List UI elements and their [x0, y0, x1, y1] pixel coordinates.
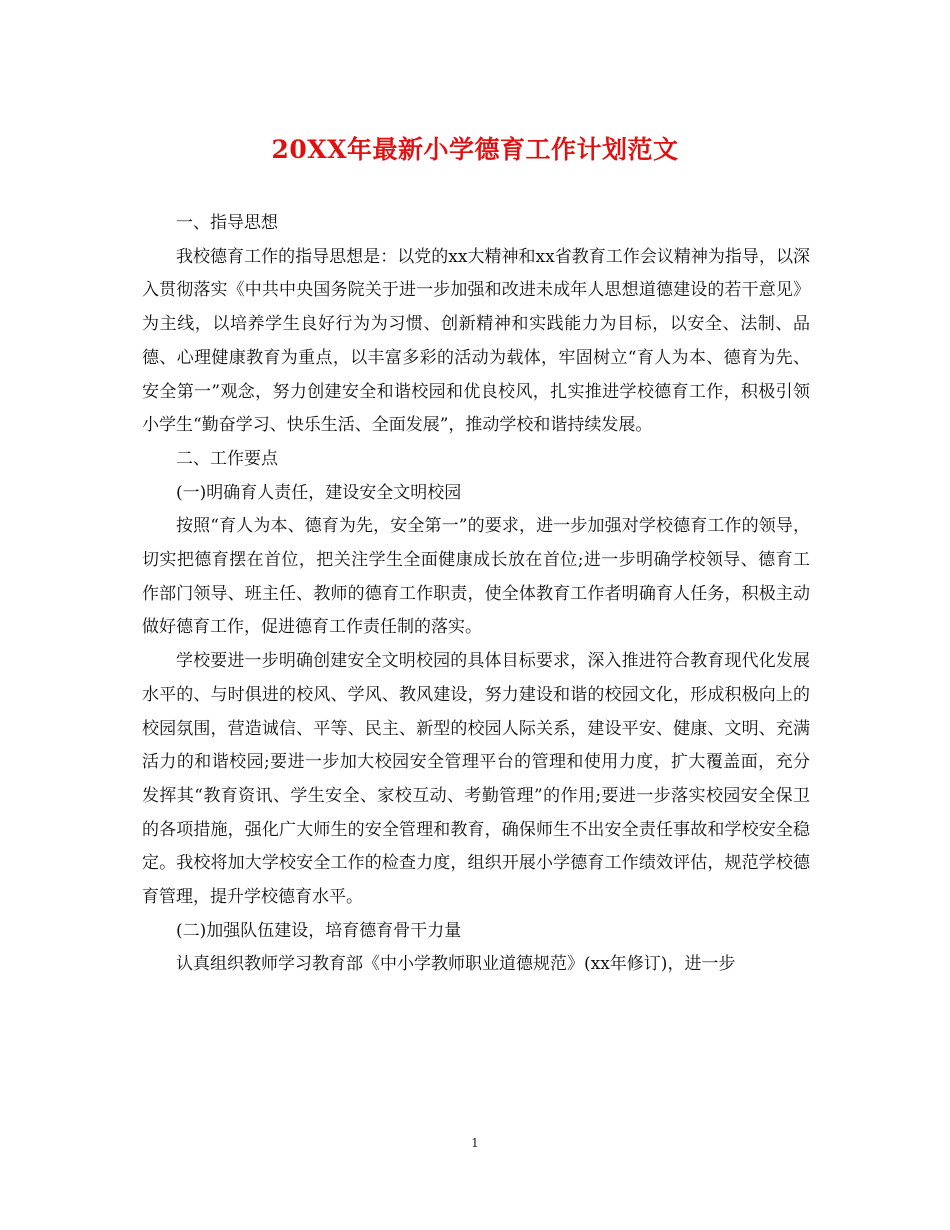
paragraph-teacher-ethics: 认真组织教师学习教育部《中小学教师职业道德规范》(xx年修订)，进一步	[176, 954, 736, 975]
section-heading-1: 一、指导思想	[176, 213, 278, 233]
subsection-heading-1: (一)明确育人责任，建设安全文明校园	[176, 482, 462, 503]
paragraph-safe-campus: 学校要进一步明确创建安全文明校园的具体目标要求，深入推进符合教育现代化发展水平的、与时俱进的校风、学风、教风建设，努力建设和谐的校园文化，形成积极向上的校园氛围，营造诚信、平等、民主、新型的校园人际关系，建设平安、健康、文明、充满活力的和谐校园;要进一步加大校园安全管理平台的管理和使用力度，扩大覆盖面，充分发挥其“教育资讯、学生安全、家校互动、考勤管理”的作用;要进一步落实校园安全保卫的各项措施，强化广大师生的安全管理和教育，确保师生不出安全责任事故和学校安全稳定。我校将加大学校安全工作的检查力度，组织开展小学德育工作绩效评估，规范学校德育管理，提升学校德育水平。	[142, 651, 810, 908]
paragraph-responsibility: 按照“育人为本、德育为先，安全第一”的要求，进一步加强对学校德育工作的领导，切实把德育摆在首位，把关注学生全面健康成长放在首位;进一步明确学校领导、德育工作部门领导、班主任、教师的德育工作职责，使全体教育工作者明确育人任务，积极主动做好德育工作，促进德育工作责任制的落实。	[142, 516, 810, 638]
section-heading-2: 二、工作要点	[176, 448, 278, 469]
page-number: 1	[471, 1136, 479, 1150]
subsection-heading-2: (二)加强队伍建设，培育德育骨干力量	[176, 920, 462, 941]
document-body	[142, 207, 810, 982]
paragraph-guiding-thought: 我校德育工作的指导思想是：以党的xx大精神和xx省教育工作会议精神为指导，以深入贯彻落实《中共中央国务院关于进一步加强和改进未成年人思想道德建设的若干意见》为主线，以培养学生良好行为为习惯、创新精神和实践能力为目标，以安全、法制、品德、心理健康教育为重点，以丰富多彩的活动为载体，牢固树立“育人为本、德育为先、安全第一”观念，努力创建安全和谐校园和优良校风，扎实推进学校德育工作，积极引领小学生“勤奋学习、快乐生活、全面发展”，推动学校和谐持续发展。	[142, 246, 810, 436]
document-title: 20XX年最新小学德育工作计划范文	[271, 135, 679, 164]
